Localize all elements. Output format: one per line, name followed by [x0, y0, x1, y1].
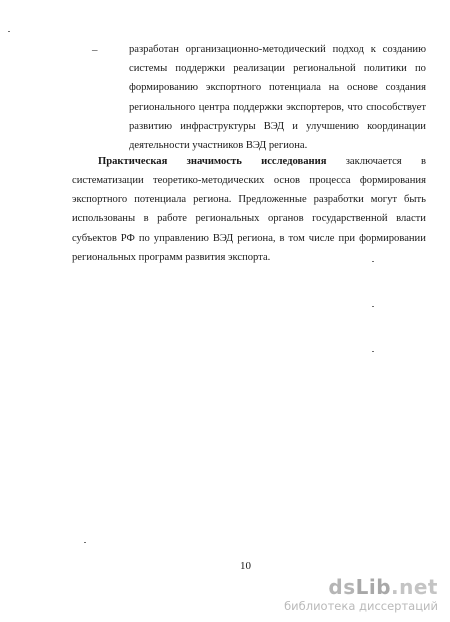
text-word: по	[414, 63, 426, 75]
text-word: экспортного	[72, 194, 128, 206]
watermark-logo-ds: ds	[328, 575, 356, 599]
text-word: в	[420, 156, 426, 167]
text-word: организационно-методический	[185, 44, 326, 55]
text-word: региональных программ развития экспорта.	[72, 251, 271, 263]
text-word: региональных	[195, 213, 260, 225]
text-word: что	[347, 101, 363, 113]
text-word: политики	[363, 63, 407, 75]
text-word: системы	[129, 63, 168, 75]
text-word: в	[279, 232, 285, 244]
text-word: на	[328, 82, 340, 94]
text-word: использованы	[72, 213, 136, 225]
text-word: могут	[370, 194, 398, 206]
text-word: деятельности участников ВЭД региона.	[129, 140, 308, 151]
text-word: государственной	[312, 213, 388, 225]
text-word: основ	[273, 175, 301, 186]
text-word: к	[370, 44, 376, 55]
text-word: разработан	[129, 44, 179, 55]
text-word: по	[138, 232, 150, 244]
text-word: региональной	[293, 63, 356, 75]
text-line	[129, 82, 426, 94]
text-word: работе	[157, 213, 187, 225]
text-word: инфраструктуры	[180, 120, 256, 132]
text-word: власти	[396, 213, 426, 225]
scan-speck	[372, 351, 374, 352]
text-word: формировании	[359, 232, 426, 244]
text-word: экспортного	[205, 82, 262, 94]
text-word: и	[292, 120, 298, 132]
watermark-subtitle: библиотека диссертаций	[284, 599, 438, 613]
text-word: потенциала	[268, 82, 321, 94]
text-word: в	[143, 213, 149, 225]
text-word: ВЭД	[212, 232, 234, 244]
text-line	[72, 175, 426, 187]
text-word: субъектов	[72, 232, 117, 244]
text-word: способствует	[366, 101, 426, 113]
scan-speck	[372, 306, 374, 307]
scan-speck	[372, 261, 374, 262]
heading-word: исследования	[261, 156, 327, 167]
text-word: координации	[367, 120, 426, 132]
text-line	[129, 63, 426, 75]
text-word: созданию	[382, 44, 426, 55]
scan-speck	[84, 542, 86, 543]
text-word: теоретико-методических	[153, 175, 265, 186]
text-word: подход	[332, 44, 364, 55]
text-word: создания	[385, 82, 426, 94]
text-word: заключается	[345, 156, 402, 167]
text-line	[129, 44, 426, 56]
text-word: при	[338, 232, 356, 244]
text-line	[129, 140, 426, 152]
text-word: процесса	[309, 175, 351, 186]
watermark-logo-text	[284, 576, 438, 598]
text-word: формирования	[359, 175, 426, 186]
text-word: развитию	[129, 120, 173, 132]
text-line	[72, 233, 426, 245]
text-line	[129, 102, 426, 114]
bullet-dash: –	[92, 44, 98, 56]
text-line	[129, 121, 426, 133]
text-word: том	[288, 232, 305, 244]
text-word: основе	[346, 82, 378, 94]
paragraph-first-line	[98, 156, 426, 168]
page-number: 10	[240, 560, 251, 572]
text-word: поддержки	[233, 101, 283, 113]
text-word: центра	[198, 101, 230, 113]
text-word: Предложенные	[238, 194, 307, 206]
watermark-logo	[284, 576, 438, 613]
text-word: реализации	[233, 63, 285, 75]
watermark-logo-net: .net	[391, 575, 438, 599]
watermark-logo-lib: Lib	[355, 575, 392, 599]
text-word: управлению	[153, 232, 209, 244]
text-word: РФ	[120, 232, 135, 244]
text-word: экспортеров,	[286, 101, 345, 113]
text-word: улучшению	[306, 120, 359, 132]
text-word: формированию	[129, 82, 199, 94]
text-word: ВЭД	[263, 120, 285, 132]
heading-word: значимость	[186, 156, 242, 167]
text-word: регионального	[129, 101, 196, 113]
text-word: систематизации	[72, 175, 144, 186]
text-line	[72, 194, 426, 206]
text-word: разработки	[313, 194, 364, 206]
text-word: поддержки	[175, 63, 225, 75]
text-word: числе	[308, 232, 335, 244]
text-word: органов	[267, 213, 304, 225]
text-line	[72, 213, 426, 225]
text-word: быть	[403, 194, 426, 206]
heading-word: Практическая	[98, 156, 168, 167]
scan-speck	[8, 31, 10, 32]
text-word: региона.	[193, 194, 232, 206]
text-word: потенциала	[134, 194, 187, 206]
text-word: региона,	[237, 232, 276, 244]
